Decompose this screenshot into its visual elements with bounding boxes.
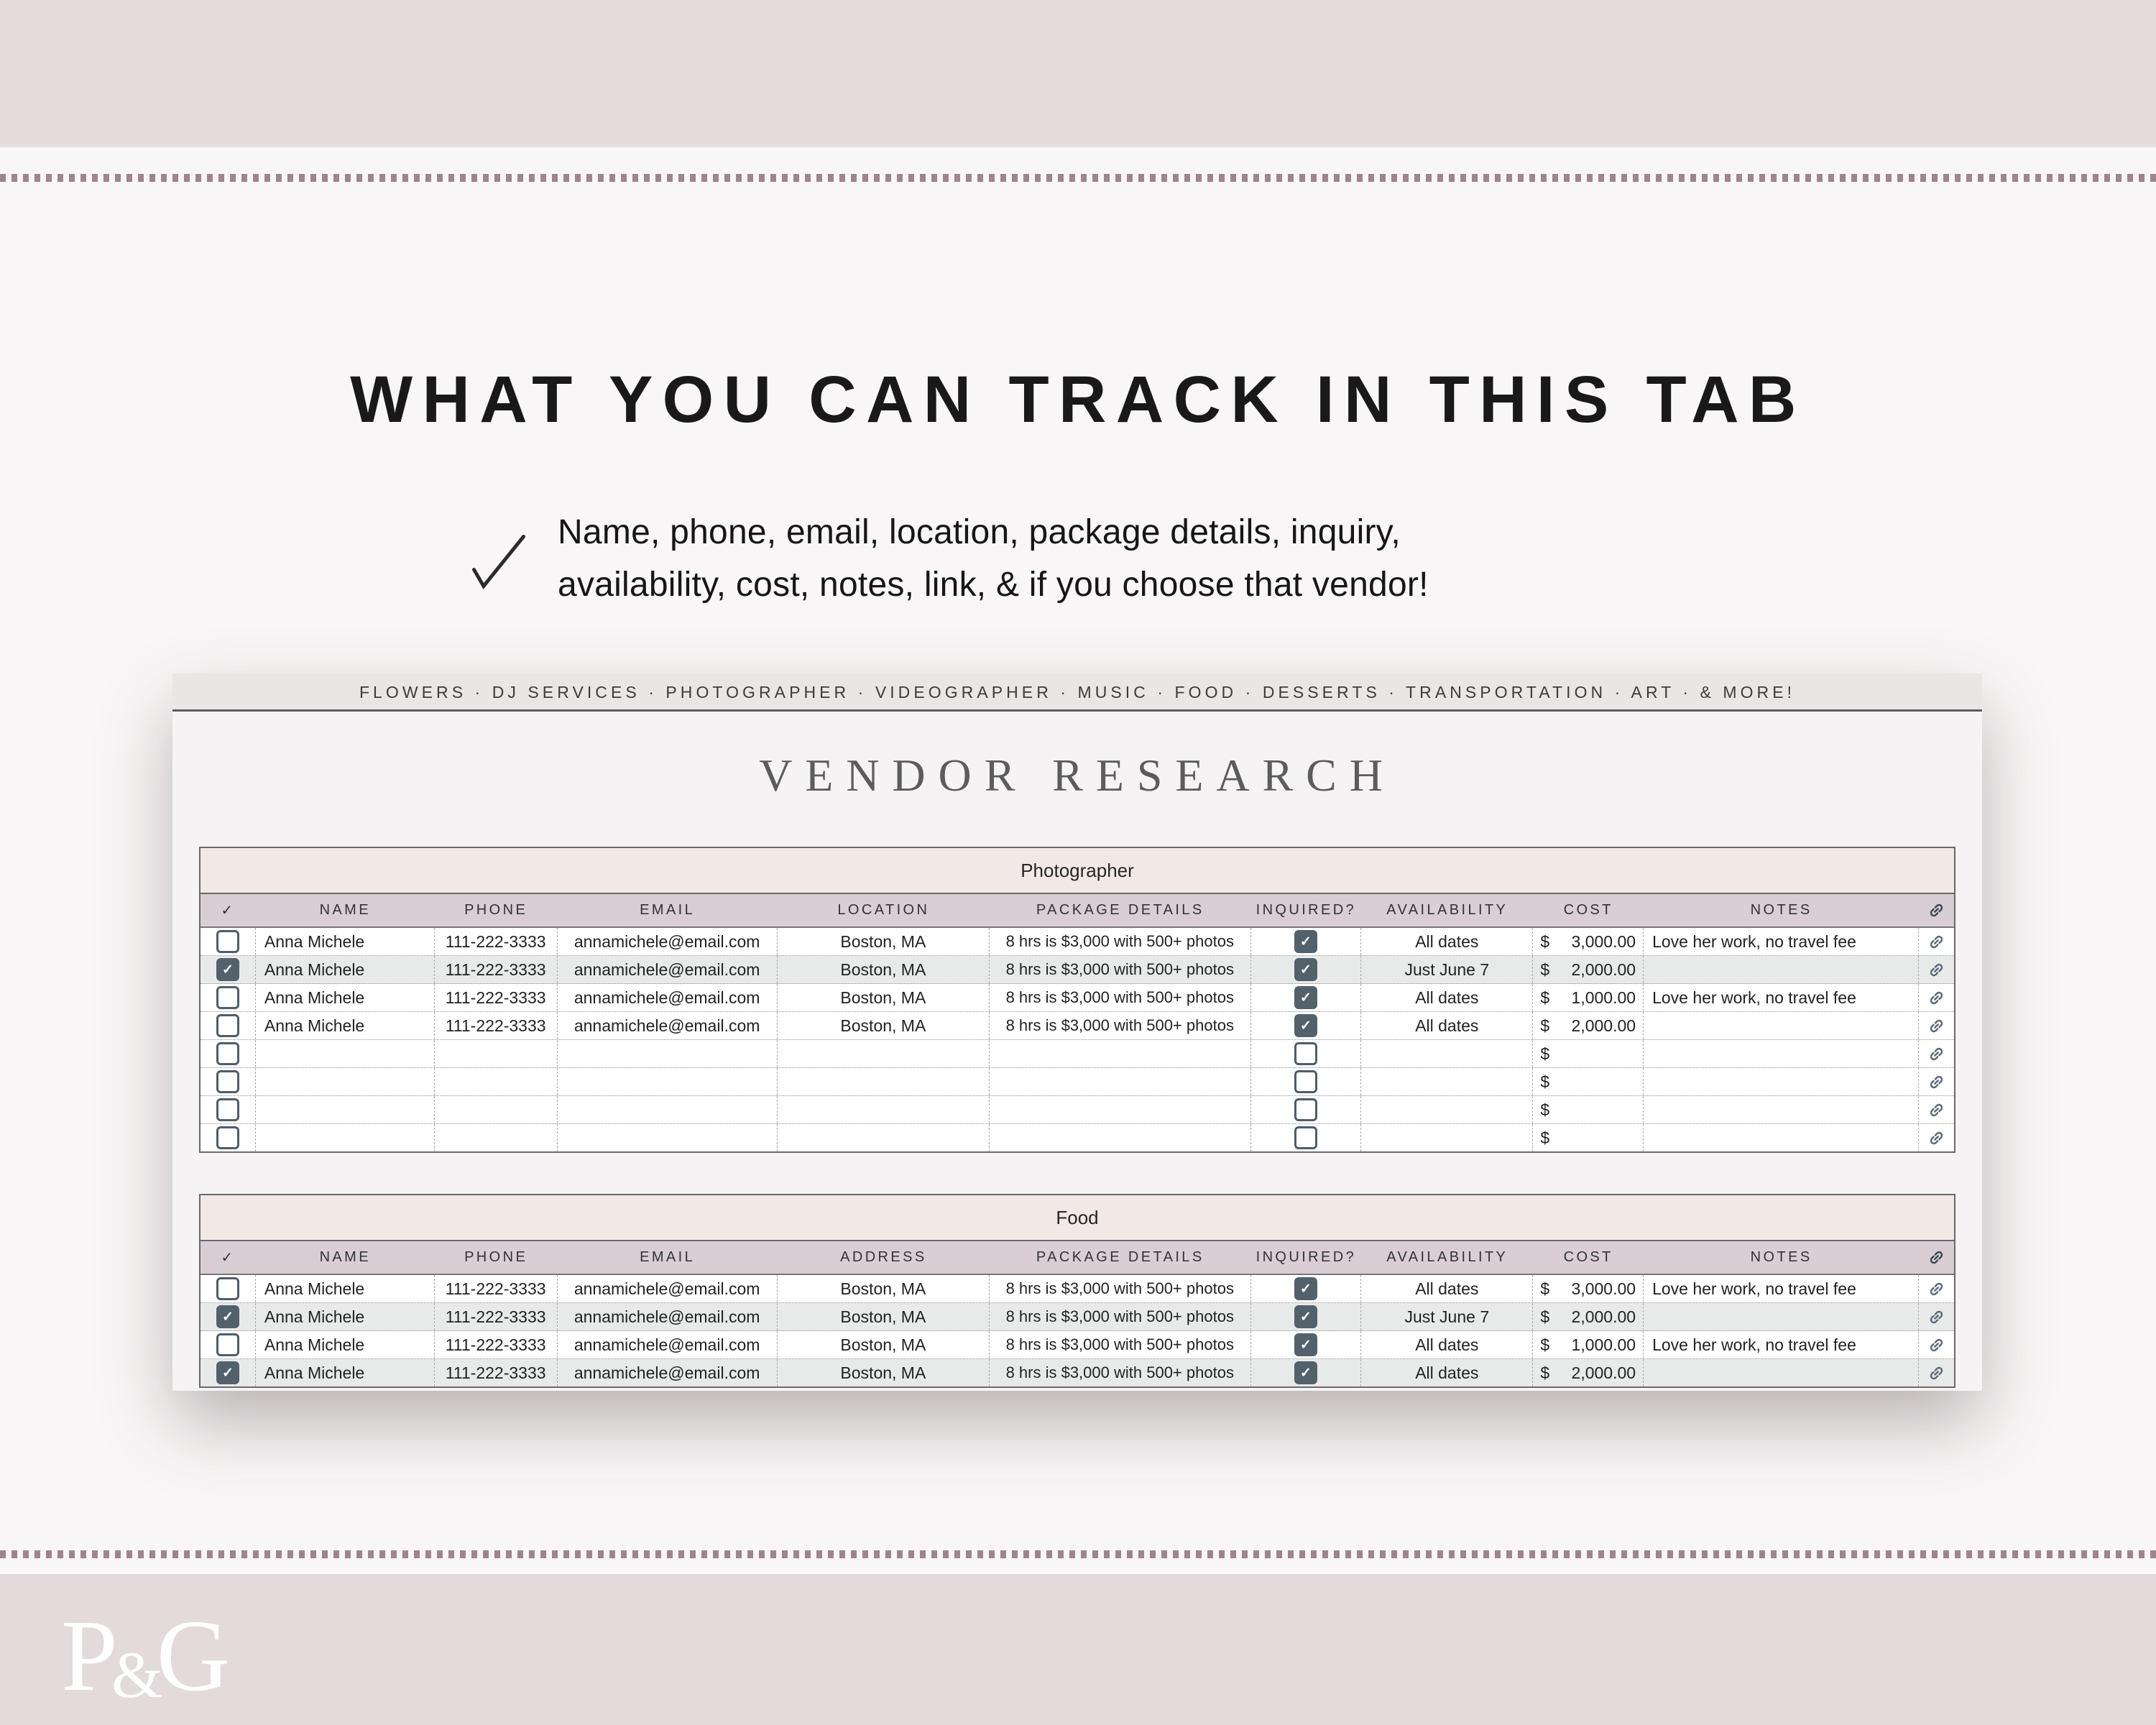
bottom-dotted-divider (0, 1550, 2156, 1558)
cell-package-details[interactable] (990, 1040, 1251, 1067)
currency-symbol: $ (1540, 960, 1550, 979)
link-icon[interactable] (1919, 1012, 1954, 1039)
currency-symbol: $ (1540, 1307, 1550, 1326)
cell-name[interactable]: Anna Michele (256, 1331, 435, 1358)
cell-package-details[interactable] (990, 1068, 1251, 1095)
currency-symbol: $ (1540, 1363, 1550, 1382)
cell-phone[interactable]: 111-222-3333 (435, 928, 558, 955)
inquired-checkbox[interactable]: ✓ (1294, 1361, 1317, 1384)
vendor-select-checkbox[interactable]: ✓ (216, 1305, 239, 1328)
cell-notes[interactable] (1644, 956, 1919, 983)
cell-location[interactable]: Boston, MA (778, 984, 990, 1011)
top-band (0, 0, 2156, 147)
footer-band (0, 1574, 2156, 1725)
cell-availability[interactable] (1361, 1068, 1533, 1095)
cell-location[interactable] (778, 1096, 990, 1123)
cell-location[interactable] (778, 1068, 990, 1095)
cell-availability[interactable] (1361, 1124, 1533, 1151)
table-row[interactable] (201, 1359, 1954, 1386)
column-header-availability: AVAILABILITY (1386, 1249, 1508, 1265)
currency-symbol: $ (1540, 1128, 1550, 1147)
inquired-checkbox[interactable]: ✓ (1294, 1014, 1317, 1037)
link-column-header link-icon (1919, 1241, 1954, 1274)
link-icon[interactable] (1919, 1096, 1954, 1123)
inquired-checkbox[interactable] (1294, 1070, 1317, 1093)
cell-name[interactable] (256, 1096, 435, 1123)
cell-location[interactable] (778, 1124, 990, 1151)
cost-value: 3,000.00 (1571, 1279, 1636, 1298)
cell-notes[interactable] (1644, 1096, 1919, 1123)
cost-value: 2,000.00 (1571, 960, 1636, 979)
cell-inquired[interactable] (1251, 1331, 1362, 1358)
table-row[interactable] (201, 1068, 1954, 1096)
vendor-select-cell[interactable] (201, 1124, 256, 1151)
cell-inquired[interactable] (1251, 1124, 1362, 1151)
currency-symbol: $ (1540, 1279, 1550, 1298)
cell-email[interactable]: annamichele@email.com (558, 1331, 778, 1358)
cell-notes[interactable]: Love her work, no travel fee (1644, 1275, 1919, 1302)
vendor-select-checkbox[interactable] (216, 930, 239, 953)
cell-email[interactable]: annamichele@email.com (558, 1012, 778, 1039)
link-icon[interactable] (1919, 984, 1954, 1011)
brand-logo (61, 1598, 231, 1712)
cell-name[interactable]: Anna Michele (256, 956, 435, 983)
vendor-select-cell[interactable] (201, 1359, 256, 1386)
cell-package-details[interactable]: 8 hrs is $3,000 with 500+ photos (990, 1275, 1251, 1302)
inquired-checkbox[interactable]: ✓ (1294, 1333, 1317, 1356)
currency-symbol: $ (1540, 988, 1550, 1007)
inquired-checkbox[interactable] (1294, 1042, 1317, 1065)
vendor-select-cell[interactable] (201, 1331, 256, 1358)
cell-location[interactable]: Boston, MA (778, 1331, 990, 1358)
cell-notes[interactable]: Love her work, no travel fee (1644, 1331, 1919, 1358)
cell-email[interactable] (558, 1068, 778, 1095)
vendor-table-food (199, 1194, 1955, 1388)
cell-cost[interactable] (1533, 1012, 1644, 1039)
feature-bullet (466, 507, 1429, 612)
vendor-select-cell[interactable] (201, 1303, 256, 1330)
cell-phone[interactable] (435, 1124, 558, 1151)
inquired-checkbox[interactable]: ✓ (1294, 958, 1317, 981)
currency-symbol: $ (1540, 1016, 1550, 1035)
vendor-select-cell[interactable] (201, 1012, 256, 1039)
cell-phone[interactable]: 111-222-3333 (435, 1359, 558, 1386)
inquired-checkbox[interactable]: ✓ (1294, 930, 1317, 953)
cell-notes[interactable] (1644, 1012, 1919, 1039)
vendor-select-checkbox[interactable]: ✓ (216, 1361, 239, 1384)
logo-ampersand: & (111, 1638, 163, 1711)
cell-name[interactable] (256, 1040, 435, 1067)
column-header-availability: AVAILABILITY (1386, 902, 1508, 918)
cell-cost[interactable] (1533, 928, 1644, 955)
cell-availability[interactable]: Just June 7 (1361, 1303, 1533, 1330)
link-icon[interactable] (1919, 1040, 1954, 1067)
cell-location[interactable]: Boston, MA (778, 1012, 990, 1039)
table-row[interactable] (201, 1275, 1954, 1303)
vendor-select-cell[interactable] (201, 984, 256, 1011)
cell-package-details[interactable]: 8 hrs is $3,000 with 500+ photos (990, 1331, 1251, 1358)
cell-name[interactable]: Anna Michele (256, 1303, 435, 1330)
cost-value: 1,000.00 (1571, 988, 1636, 1007)
table-section-title: Food (201, 1195, 1954, 1241)
cell-phone[interactable] (435, 1096, 558, 1123)
cell-cost[interactable] (1533, 1124, 1644, 1151)
cell-availability[interactable] (1361, 1040, 1533, 1067)
cell-package-details[interactable]: 8 hrs is $3,000 with 500+ photos (990, 1359, 1251, 1386)
cell-phone[interactable] (435, 1040, 558, 1067)
cell-cost[interactable] (1533, 984, 1644, 1011)
cell-notes[interactable]: Love her work, no travel fee (1644, 984, 1919, 1011)
cell-phone[interactable]: 111-222-3333 (435, 1012, 558, 1039)
cell-cost[interactable] (1533, 1275, 1644, 1302)
vendor-select-cell[interactable] (201, 1068, 256, 1095)
cell-phone[interactable]: 111-222-3333 (435, 1331, 558, 1358)
table-row[interactable] (201, 1331, 1954, 1359)
cell-cost[interactable] (1533, 1331, 1644, 1358)
link-icon[interactable] (1919, 1359, 1954, 1386)
cost-value: 3,000.00 (1571, 932, 1636, 951)
cell-phone[interactable] (435, 1068, 558, 1095)
vendor-select-checkbox[interactable] (216, 1014, 239, 1037)
cell-notes[interactable] (1644, 1068, 1919, 1095)
cell-name[interactable] (256, 1068, 435, 1095)
cell-inquired[interactable] (1251, 956, 1362, 983)
cell-package-details[interactable]: 8 hrs is $3,000 with 500+ photos (990, 1012, 1251, 1039)
inquired-checkbox[interactable] (1294, 1126, 1317, 1149)
cell-inquired[interactable] (1251, 1096, 1362, 1123)
cell-location[interactable] (778, 1040, 990, 1067)
cell-name[interactable] (256, 1124, 435, 1151)
cell-package-details[interactable]: 8 hrs is $3,000 with 500+ photos (990, 956, 1251, 983)
vendor-select-checkbox[interactable] (216, 1042, 239, 1065)
cell-notes[interactable] (1644, 1124, 1919, 1151)
vendor-select-cell[interactable] (201, 956, 256, 983)
column-header-package-details: PACKAGE DETAILS (1036, 1249, 1204, 1265)
vendor-select-checkbox[interactable]: ✓ (216, 958, 239, 981)
cell-notes[interactable]: Love her work, no travel fee (1644, 928, 1919, 955)
table-row[interactable] (201, 928, 1954, 956)
cell-location[interactable]: Boston, MA (778, 1275, 990, 1302)
vendor-select-checkbox[interactable] (216, 1126, 239, 1149)
column-header-inquired-: INQUIRED? (1256, 902, 1357, 918)
currency-symbol: $ (1540, 1044, 1550, 1063)
column-header-name: NAME (319, 1249, 371, 1265)
table-row[interactable] (201, 1096, 1954, 1124)
currency-symbol: $ (1540, 1100, 1550, 1119)
cell-inquired[interactable] (1251, 1359, 1362, 1386)
column-header-inquired-: INQUIRED? (1256, 1249, 1357, 1265)
vendor-table-photographer (199, 847, 1955, 1153)
vendor-select-checkbox[interactable] (216, 1277, 239, 1300)
vendor-select-cell[interactable] (201, 1096, 256, 1123)
table-row[interactable] (201, 1303, 1954, 1331)
bullet-line-1: Name, phone, email, location, package details, inquiry, (558, 513, 1401, 551)
link-icon[interactable] (1919, 1331, 1954, 1358)
cell-cost[interactable] (1533, 1303, 1644, 1330)
link-icon[interactable] (1919, 1068, 1954, 1095)
cell-location[interactable]: Boston, MA (778, 956, 990, 983)
check-column-header: ✓ (221, 1250, 236, 1266)
column-header-location: LOCATION (837, 902, 930, 918)
top-dotted-divider (0, 174, 2156, 182)
cell-cost[interactable] (1533, 1068, 1644, 1095)
cell-name[interactable]: Anna Michele (256, 984, 435, 1011)
currency-symbol: $ (1540, 1072, 1550, 1091)
cell-email[interactable] (558, 1040, 778, 1067)
cell-inquired[interactable] (1251, 1040, 1362, 1067)
link-icon[interactable] (1919, 1303, 1954, 1330)
table-row[interactable] (201, 1012, 1954, 1040)
vendor-select-checkbox[interactable] (216, 1070, 239, 1093)
cell-notes[interactable] (1644, 1303, 1919, 1330)
cell-inquired[interactable] (1251, 1303, 1362, 1330)
cell-name[interactable]: Anna Michele (256, 1275, 435, 1302)
cell-package-details[interactable] (990, 1124, 1251, 1151)
cell-inquired[interactable] (1251, 984, 1362, 1011)
cell-email[interactable]: annamichele@email.com (558, 1359, 778, 1386)
currency-symbol: $ (1540, 1335, 1550, 1354)
link-column-header link-icon (1919, 894, 1954, 926)
cell-email[interactable]: annamichele@email.com (558, 928, 778, 955)
cell-name[interactable]: Anna Michele (256, 1359, 435, 1386)
cell-cost[interactable] (1533, 1359, 1644, 1386)
spreadsheet-screenshot (172, 673, 1982, 1391)
link-icon[interactable] (1919, 928, 1954, 955)
column-header-phone: PHONE (464, 902, 528, 918)
cell-email[interactable]: annamichele@email.com (558, 1275, 778, 1302)
cell-availability[interactable]: All dates (1361, 1331, 1533, 1358)
cell-availability[interactable]: Just June 7 (1361, 956, 1533, 983)
cell-availability[interactable]: All dates (1361, 984, 1533, 1011)
cost-value: 2,000.00 (1571, 1016, 1636, 1035)
cell-inquired[interactable] (1251, 928, 1362, 955)
table-section-title: Photographer (201, 848, 1954, 894)
vendor-select-checkbox[interactable] (216, 1098, 239, 1121)
page-title: WHAT YOU CAN TRACK IN THIS TAB (350, 363, 1806, 436)
cell-availability[interactable]: All dates (1361, 928, 1533, 955)
cell-phone[interactable]: 111-222-3333 (435, 956, 558, 983)
cost-value: 2,000.00 (1571, 1307, 1636, 1326)
vendor-select-cell[interactable] (201, 1040, 256, 1067)
column-header-phone: PHONE (464, 1249, 528, 1265)
sheet-title: VENDOR RESEARCH (759, 750, 1396, 801)
cell-availability[interactable]: All dates (1361, 1359, 1533, 1386)
cell-email[interactable] (558, 1124, 778, 1151)
cell-email[interactable] (558, 1096, 778, 1123)
inquired-checkbox[interactable]: ✓ (1294, 1277, 1317, 1300)
cell-cost[interactable] (1533, 956, 1644, 983)
cell-location[interactable]: Boston, MA (778, 928, 990, 955)
table-row[interactable] (201, 1124, 1954, 1151)
column-header-address: ADDRESS (840, 1249, 927, 1265)
link-icon[interactable] (1919, 956, 1954, 983)
table-row[interactable] (201, 1040, 1954, 1068)
column-header-notes: NOTES (1750, 902, 1812, 918)
column-header-email: EMAIL (640, 902, 696, 918)
cell-phone[interactable]: 111-222-3333 (435, 1275, 558, 1302)
cell-email[interactable]: annamichele@email.com (558, 1303, 778, 1330)
cell-email[interactable]: annamichele@email.com (558, 984, 778, 1011)
link-icon[interactable] (1919, 1275, 1954, 1302)
link-icon[interactable] (1919, 1124, 1954, 1151)
cost-value: 1,000.00 (1571, 1335, 1636, 1354)
cell-inquired[interactable] (1251, 1012, 1362, 1039)
cell-package-details[interactable]: 8 hrs is $3,000 with 500+ photos (990, 984, 1251, 1011)
cell-availability[interactable] (1361, 1096, 1533, 1123)
table-header-row (201, 1241, 1954, 1275)
table-row[interactable] (201, 956, 1954, 984)
cell-notes[interactable] (1644, 1040, 1919, 1067)
inquired-checkbox[interactable]: ✓ (1294, 986, 1317, 1009)
cell-name[interactable]: Anna Michele (256, 1012, 435, 1039)
bullet-line-2: availability, cost, notes, link, & if you choose that vendor! (558, 565, 1429, 604)
column-header-email: EMAIL (640, 1249, 696, 1265)
cell-phone[interactable]: 111-222-3333 (435, 1303, 558, 1330)
table-header-row (201, 894, 1954, 928)
logo-letter-g: G (156, 1598, 231, 1712)
cell-location[interactable]: Boston, MA (778, 1303, 990, 1330)
vendor-category-bar: FLOWERS · DJ SERVICES · PHOTOGRAPHER · VIDEOGRAPHER · MUSIC · FOOD · DESSERTS · TRANSPORTATION · ART · & MORE! (172, 673, 1982, 712)
column-header-name: NAME (319, 902, 371, 918)
currency-symbol: $ (1540, 932, 1550, 951)
cell-email[interactable]: annamichele@email.com (558, 956, 778, 983)
cell-name[interactable]: Anna Michele (256, 928, 435, 955)
vendor-select-checkbox[interactable] (216, 986, 239, 1009)
cell-notes[interactable] (1644, 1359, 1919, 1386)
cost-value: 2,000.00 (1571, 1363, 1636, 1382)
cell-inquired[interactable] (1251, 1275, 1362, 1302)
column-header-notes: NOTES (1750, 1249, 1812, 1265)
cell-cost[interactable] (1533, 1040, 1644, 1067)
bullet-text (558, 507, 1429, 612)
inquired-checkbox[interactable]: ✓ (1294, 1305, 1317, 1328)
cell-inquired[interactable] (1251, 1068, 1362, 1095)
vendor-select-cell[interactable] (201, 1275, 256, 1302)
cell-cost[interactable] (1533, 1096, 1644, 1123)
cell-package-details[interactable]: 8 hrs is $3,000 with 500+ photos (990, 1303, 1251, 1330)
column-header-cost: COST (1563, 902, 1613, 918)
table-row[interactable] (201, 984, 1954, 1012)
cell-phone[interactable]: 111-222-3333 (435, 984, 558, 1011)
column-header-cost: COST (1563, 1249, 1613, 1265)
vendor-select-cell[interactable] (201, 928, 256, 955)
checkmark-icon (466, 528, 532, 594)
logo-letter-p: P (61, 1598, 118, 1712)
check-column-header: ✓ (221, 903, 236, 919)
cell-package-details[interactable] (990, 1096, 1251, 1123)
vendor-select-checkbox[interactable] (216, 1333, 239, 1356)
cell-availability[interactable]: All dates (1361, 1275, 1533, 1302)
cell-package-details[interactable]: 8 hrs is $3,000 with 500+ photos (990, 928, 1251, 955)
inquired-checkbox[interactable] (1294, 1098, 1317, 1121)
column-header-package-details: PACKAGE DETAILS (1036, 902, 1204, 918)
cell-location[interactable]: Boston, MA (778, 1359, 990, 1386)
cell-availability[interactable]: All dates (1361, 1012, 1533, 1039)
